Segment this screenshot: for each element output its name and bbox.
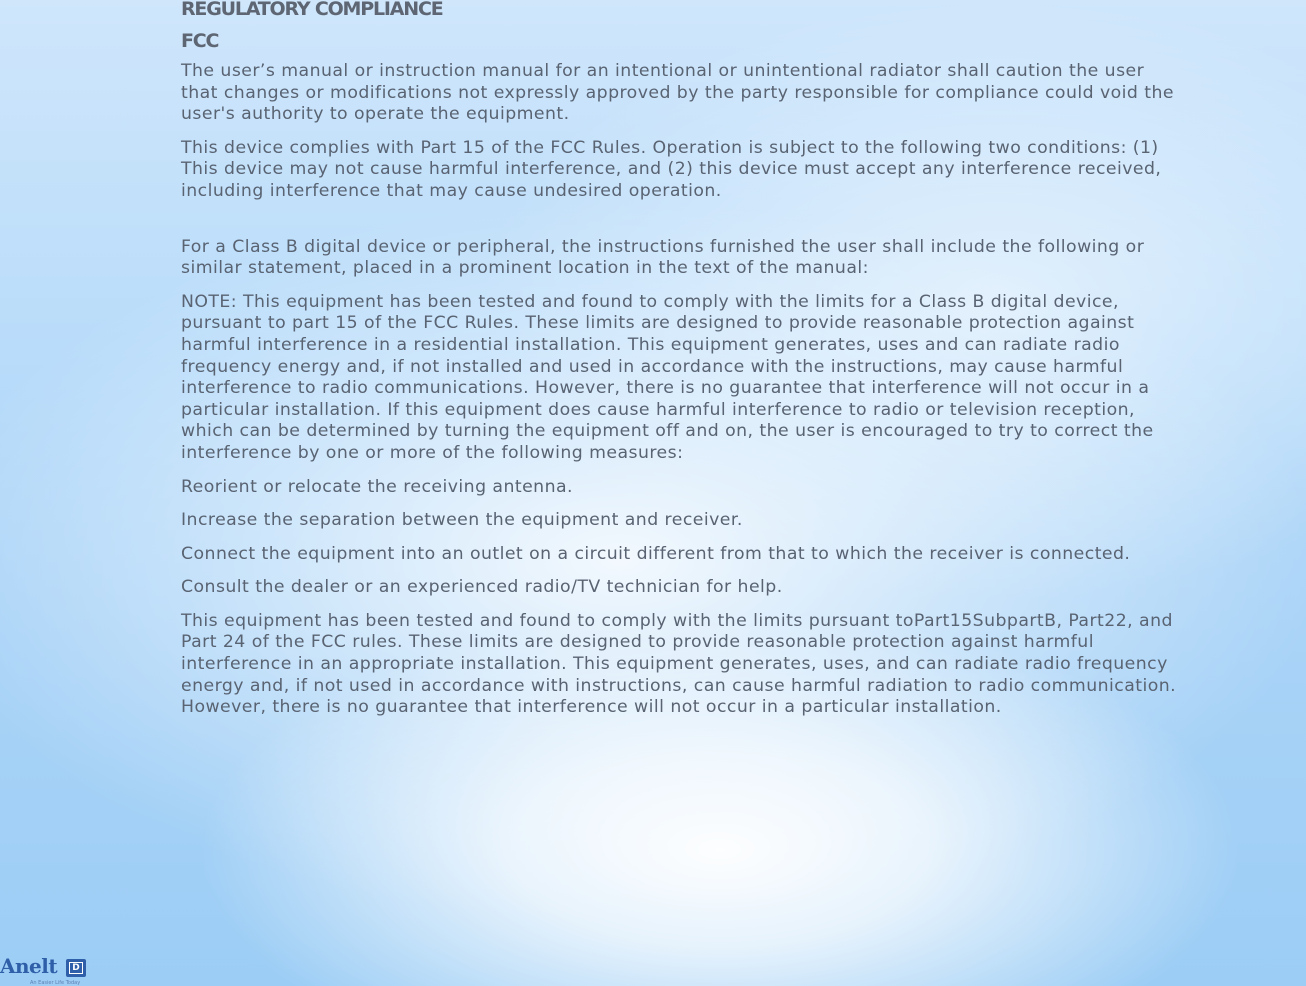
text-line: However, there is no guarantee that interference will not occur in a particular installation. — [181, 697, 1002, 718]
document-content — [181, 0, 1306, 731]
paragraph-caution — [181, 61, 1306, 126]
text-line: Increase the separation between the equipment and receiver. — [181, 510, 743, 531]
text-line: interference in an appropriate installation. This equipment generates, uses, and can radiate radio frequency — [181, 654, 1168, 675]
text-line: which can be determined by turning the equipment off and on, the user is encouraged to try to correct the — [181, 421, 1154, 442]
logo-tagline: An Easier Life Today — [30, 980, 81, 986]
text-line: frequency energy and, if not installed and used in accordance with the instructions, may cause harmful — [181, 356, 1124, 377]
text-line: The user’s manual or instruction manual for an intentional or unintentional radiator shall caution the user — [181, 61, 1145, 81]
measure-separation — [181, 510, 1306, 532]
text-line: that changes or modifications not expressly approved by the party responsible for compliance could void the — [181, 82, 1174, 103]
measure-outlet — [181, 544, 1306, 566]
text-line: similar statement, placed in a prominent location in the text of the manual: — [181, 258, 869, 279]
paragraph-note — [181, 292, 1306, 465]
text-line: pursuant to part 15 of the FCC Rules. These limits are designed to provide reasonable protection against — [181, 313, 1135, 334]
logo-wordmark: Anelt — [0, 954, 58, 978]
paragraph-part15 — [181, 138, 1306, 203]
text-line: particular installation. If this equipment does cause harmful interference to radio or television reception, — [181, 399, 1135, 420]
text-line: For a Class B digital device or peripheral, the instructions furnished the user shall include the following or — [181, 236, 1145, 257]
measure-reorient — [181, 477, 1306, 499]
brand-logo — [0, 954, 110, 986]
text-line: This device complies with Part 15 of the FCC Rules. Operation is subject to the following two conditions: (1) — [181, 137, 1159, 158]
logo-mark-icon — [66, 959, 86, 977]
text-line: Consult the dealer or an experienced radio/TV technician for help. — [181, 577, 783, 598]
paragraph-class-b — [181, 237, 1306, 280]
section-title: FCC — [181, 30, 219, 52]
text-line: interference to radio communications. However, there is no guarantee that interference will not occur in a — [181, 378, 1150, 399]
text-line: including interference that may cause undesired operation. — [181, 180, 722, 201]
logo-mark-letter: D — [69, 962, 83, 974]
text-line: harmful interference in a residential installation. This equipment generates, uses and can radiate radio — [181, 334, 1120, 355]
text-line: This equipment has been tested and found to comply with the limits pursuant toPart15SubpartB, Part22, and — [181, 610, 1173, 631]
text-line: Connect the equipment into an outlet on a circuit different from that to which the receiver is connected. — [181, 543, 1131, 564]
text-line: interference by one or more of the following measures: — [181, 442, 684, 463]
paragraph-subpart-b — [181, 611, 1306, 719]
text-line: This device may not cause harmful interference, and (2) this device must accept any interference received, — [181, 159, 1162, 180]
page-title: REGULATORY COMPLIANCE — [181, 0, 443, 20]
text-line: energy and, if not used in accordance with instructions, can cause harmful radiation to radio communication. — [181, 675, 1177, 696]
text-line: Part 24 of the FCC rules. These limits are designed to provide reasonable protection against harmful — [181, 632, 1094, 653]
text-line: Reorient or relocate the receiving antenna. — [181, 476, 573, 497]
text-line: user's authority to operate the equipment. — [181, 104, 570, 125]
text-line: NOTE: This equipment has been tested and found to comply with the limits for a Class B digital device, — [181, 291, 1119, 312]
measure-consult — [181, 577, 1306, 599]
